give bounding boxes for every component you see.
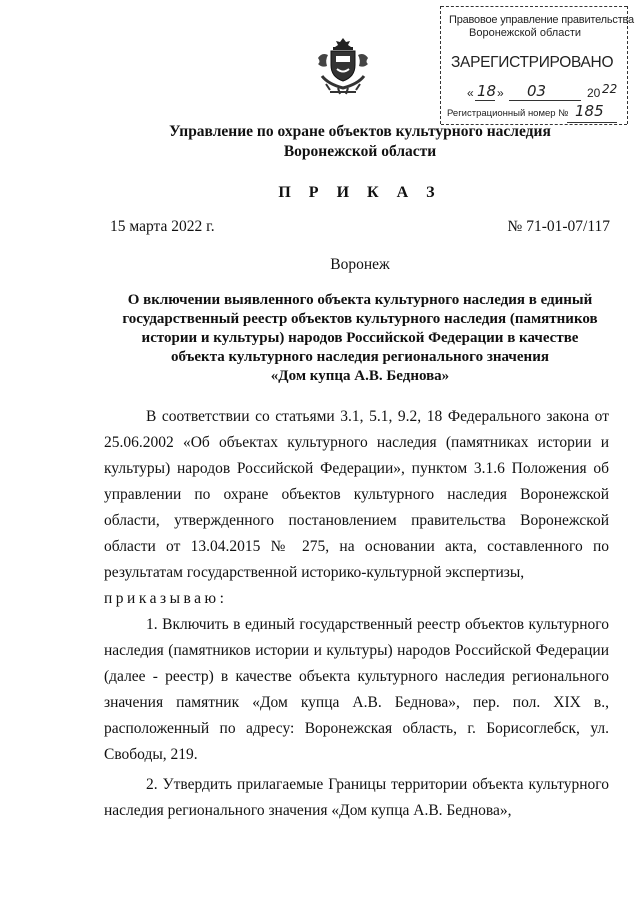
coat-of-arms-emblem: [312, 36, 374, 98]
stamp-day: 18: [477, 82, 497, 100]
document-city: Воронеж: [330, 256, 390, 273]
stamp-authority-line1: Правовое управление правительства: [449, 14, 634, 26]
document-subject: О включении выявленного объекта культурного наследия в единый государственный реестр объектов культурного наследия (памятников истории и культуры) народов Российской Федерации в качестве объекта культурного наследия регионального значения «Дом купца А.В. Беднова»: [122, 292, 598, 384]
order-item-1: 1. Включить в единый государственный реестр объектов культурного наследия (памятников истории и культуры) народов Российской Федерации (далее - реестр) в качестве объекта культурного наследия регионального значения памятник «Дом купца А.В. Беднова», пер. пол. XIX в., расположенный по адресу: Воронежская область, г. Борисоглебск, ул. Свободы, 219.: [104, 616, 609, 763]
stamp-year-prefix: 20: [587, 86, 601, 100]
order-item-2: 2. Утвердить прилагаемые Границы территории объекта культурного наследия регионального значения «Дом купца А.В. Беднова»,: [104, 776, 609, 819]
stamp-border: [440, 6, 441, 124]
stamp-date: « 18 » 03 20 22: [467, 82, 618, 100]
stamp-border: [441, 6, 627, 7]
order-word: приказываю:: [104, 590, 228, 607]
stamp-authority-line2: Воронежской области: [469, 27, 582, 39]
registration-stamp: [437, 6, 634, 128]
document-date: 15 марта 2022 г.: [110, 218, 215, 235]
stamp-reg-number-label: Регистрационный номер №: [447, 108, 569, 119]
document-body: [104, 404, 609, 824]
stamp-reg-number: 185: [575, 102, 604, 120]
document-number: № 71-01-07/117: [507, 218, 610, 235]
stamp-year-suffix: 22: [602, 82, 618, 96]
preamble-paragraph: В соответствии со статьями 3.1, 5.1, 9.2, 18 Федерального закона от 25.06.2002 «Об объектах культурного наследия (памятниках истории и культуры) народов Российской Федерации», пунктом 3.1.6 Положения об управлении по охране объектов культурного наследия Воронежской области, утвержденного постановлением правительства Воронежской области от 13.04.2015 № 275, на основании акта, составленного по результатам государственной историко-культурной экспертизы,: [104, 408, 609, 581]
stamp-month: 03: [527, 82, 547, 100]
department-name: Управление по охране объектов культурного наследия Воронежской области: [169, 123, 551, 160]
document-title: П Р И К А З: [278, 184, 442, 201]
stamp-registered-label: ЗАРЕГИСТРИРОВАНО: [451, 54, 614, 71]
